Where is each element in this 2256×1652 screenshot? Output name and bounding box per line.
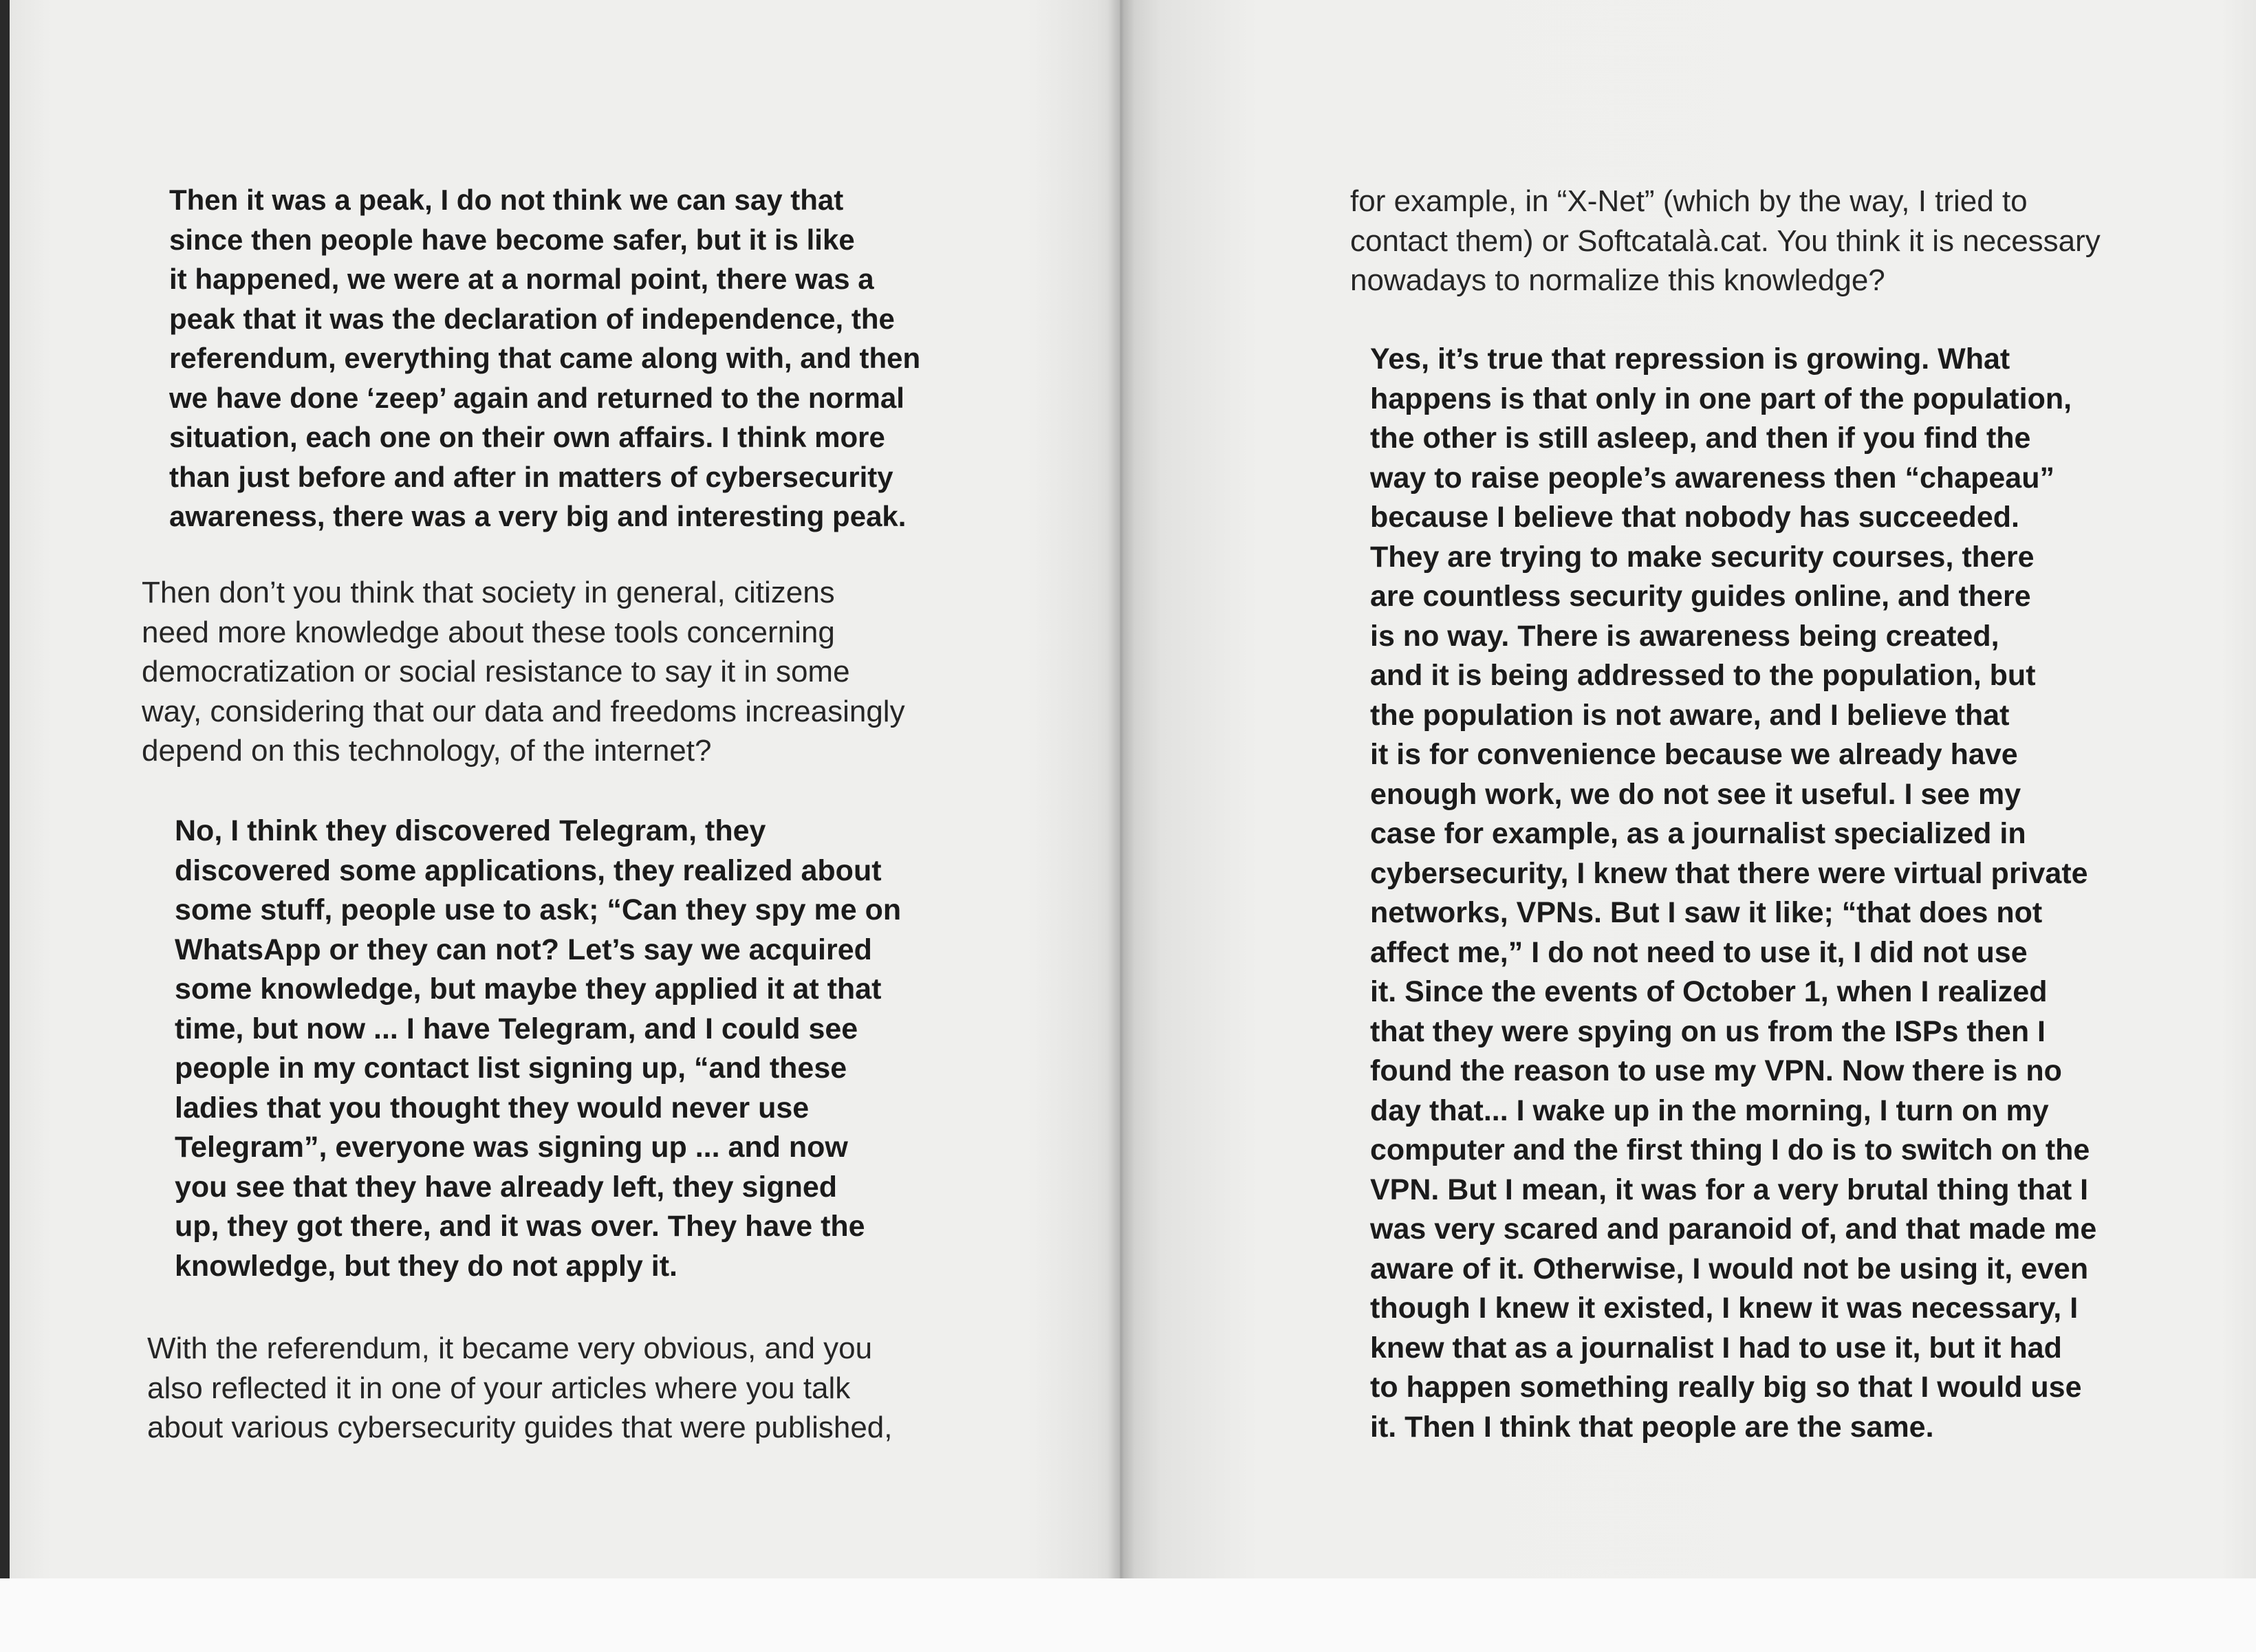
text-line: aware of it. Otherwise, I would not be using it, even [1370,1252,2089,1285]
left-page [0,0,1120,1578]
text-line: some stuff, people use to ask; “Can they spy me on [175,893,902,926]
text-line: nowadays to normalize this knowledge? [1350,263,1885,297]
text-line: Then it was a peak, I do not think we can say that [169,184,844,216]
text-line: way, considering that our data and freedoms increasingly [142,694,905,728]
text-line: contact them) or Softcatalà.cat. You think it is necessary [1350,224,2101,258]
text-line: it. Then I think that people are the same. [1370,1410,1934,1444]
text-line: the other is still asleep, and then if you find the [1370,422,2031,455]
text-line: democratization or social resistance to say it in some [142,655,850,688]
text-line: it. Since the events of October 1, when I realized [1370,975,2048,1008]
text-line: discovered some applications, they realized about [175,854,882,887]
text-line: for example, in “X-Net” (which by the way, I tried to [1350,184,2028,218]
text-line: depend on this technology, of the internet? [142,734,712,768]
text-line: No, I think they discovered Telegram, they [175,814,766,847]
book-gutter [1107,0,1135,1578]
text-line: With the referendum, it became very obvious, and you [147,1332,873,1365]
text-line: it is for convenience because we already have [1370,738,2018,771]
text-line: affect me,” I do not need to use it, I did not use [1370,935,2028,969]
text-line: though I knew it existed, I knew it was necessary, I [1370,1292,2079,1325]
text-line: cybersecurity, I knew that there were virtual private [1370,856,2088,890]
text-line: way to raise people’s awareness then “chapeau” [1370,461,2054,494]
text-line: you see that they have already left, they signed [175,1170,838,1204]
text-line: case for example, as a journalist specialized in [1370,817,2026,850]
text-line: than just before and after in matters of cybersecurity [169,460,893,493]
text-line: because I believe that nobody has succeeded. [1370,501,2019,534]
question-paragraph [147,1329,893,1448]
scanner-background [0,1578,2256,1652]
text-line: about various cybersecurity guides that were published, [147,1411,893,1444]
text-line: are countless security guides online, and there [1370,580,2031,613]
text-line: we have done ‘zeep’ again and returned to the normal [169,381,904,414]
text-line: Telegram”, everyone was signing up ... and now [175,1131,848,1164]
answer-paragraph [169,180,920,536]
text-line: is no way. There is awareness being created, [1370,619,1999,653]
text-line: They are trying to make security courses, there [1370,540,2035,574]
text-line: some knowledge, but maybe they applied it at that [175,972,882,1006]
text-line: time, but now ... I have Telegram, and I could see [175,1012,858,1045]
text-line: since then people have become safer, but it is like [169,223,855,256]
text-line: knowledge, but they do not apply it. [175,1249,677,1283]
text-line: found the reason to use my VPN. Now there is no [1370,1054,2062,1087]
text-line: ladies that you thought they would never use [175,1091,810,1124]
text-line: VPN. But I mean, it was for a very brutal thing that I [1370,1173,2089,1206]
text-line: the population is not aware, and I believe that [1370,698,2010,732]
answer-paragraph [1370,340,2096,1447]
text-line: networks, VPNs. But I saw it like; “that does not [1370,896,2043,929]
text-line: day that... I wake up in the morning, I turn on my [1370,1094,2049,1127]
text-line: Then don’t you think that society in general, citizens [142,576,835,609]
text-line: that they were spying on us from the ISPs then I [1370,1014,2046,1048]
question-paragraph [142,573,905,771]
text-line: it happened, we were at a normal point, there was a [169,263,874,295]
text-line: Yes, it’s true that repression is growing. What [1370,343,2010,376]
answer-paragraph [175,812,901,1286]
text-line: was very scared and paranoid of, and that made me [1370,1213,2097,1246]
text-line: also reflected it in one of your articles where you talk [147,1371,851,1405]
text-line: referendum, everything that came along with, and then [169,342,921,374]
text-line: up, they got there, and it was over. They have the [175,1210,865,1243]
text-line: to happen something really big so that I would use [1370,1371,2082,1404]
question-paragraph [1350,182,2101,301]
text-line: knew that as a journalist I had to use it, but it had [1370,1331,2062,1365]
text-line: enough work, we do not see it useful. I see my [1370,777,2021,811]
text-line: people in my contact list signing up, “and these [175,1052,847,1085]
text-line: need more knowledge about these tools concerning [142,615,835,649]
text-line: computer and the first thing I do is to switch on the [1370,1133,2090,1166]
text-line: awareness, there was a very big and interesting peak. [169,500,907,532]
text-line: situation, each one on their own affairs. I think more [169,421,885,453]
text-line: WhatsApp or they can not? Let’s say we acquired [175,933,872,966]
text-line: happens is that only in one part of the population, [1370,382,2072,415]
text-line: peak that it was the declaration of independence, the [169,302,895,335]
text-line: and it is being addressed to the population, but [1370,659,2036,692]
